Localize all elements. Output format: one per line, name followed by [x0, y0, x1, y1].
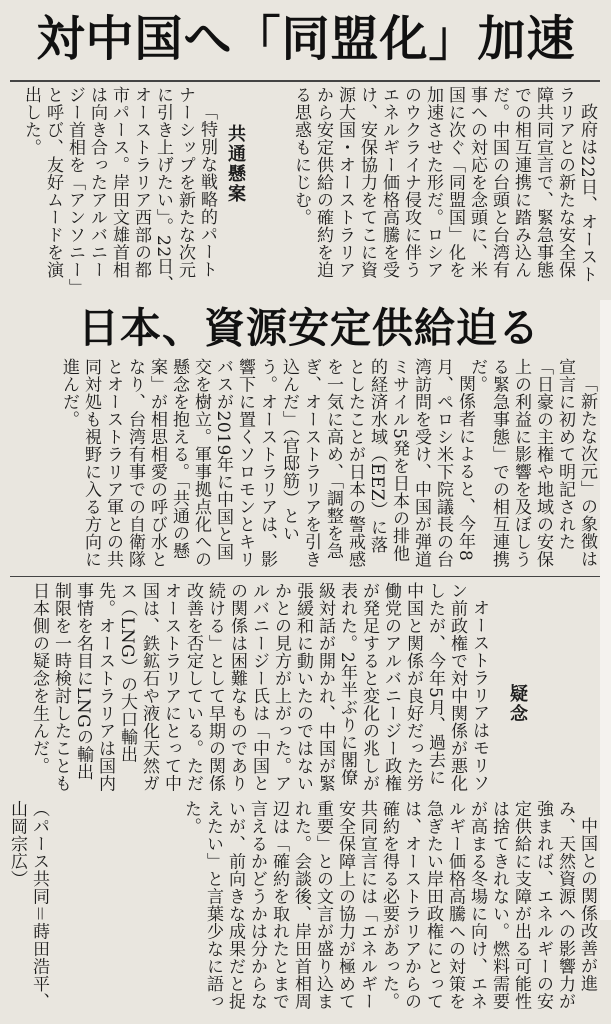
body-column-right-top — [467, 358, 598, 570]
body-column-bottom — [52, 800, 598, 1018]
body-column-right-bottom — [10, 358, 476, 570]
subhead-doubt: 疑念 — [507, 684, 528, 724]
lead-text: 政府は22日、オーストラリアとの新たな安全保障共同宣言で、緊急事態での相互連携に踏み込んだ。中国の台頭と台湾有事への対応を念頭に、米国に次ぐ「同盟国」化を加速させた形だ。ロシアのウクライナ侵攻に伴うエネルギー価格高騰を受け、安保協力をてこに資源大国・オーストラリアから安定供給の確約を迫る思惑もにじむ。 — [291, 86, 597, 284]
byline — [7, 800, 50, 1018]
section-rule — [10, 576, 600, 577]
subheadline: 日本、資源安定供給迫る — [78, 304, 540, 352]
subhead-common-concern: 共通懸案 — [225, 124, 246, 204]
body-column-middle — [10, 582, 490, 792]
body-text-3: オーストラリアはモリソン前政権で対中関係が悪化したが、今年5月、過去に中国と関係が良好だった労働党のアルバニージー政権が発足すると変化の兆しが表れた。2年半ぶりに閣僚級対話が開かれ、中国が緊張緩和に動いたのではないかとの見方が上がった。アルバニージー氏は「中国との関係は困難なものであり続ける」として早期の関係改善を否定している。ただオーストラリアにとって中国は、鉄鉱石や液化天然ガス（LNG）の大口輸出先。オーストラリアは国内事情を名目にLNGの輸出制限を一時検討したことも日本側の疑念を生んだ。 — [29, 582, 489, 792]
page-edge — [600, 300, 611, 920]
byline-text: （パース共同＝蒔田浩平、山岡宗広） — [7, 800, 49, 1010]
opening-paragraph — [10, 86, 218, 294]
body-text-1: 「新たな次元」の象徴は宣言に初めて明記された「日豪の主権や地域の安保上の利益に影響を及ぼしうる緊急事態」での相互連携だ。 — [467, 358, 597, 568]
headline: 対中国へ「同盟化」加速 — [36, 11, 576, 67]
body-text-2: 関係者によると、今年8月、ペロシ米下院議長の台湾訪問を受け、中国が弾道ミサイル5発を日本の排他的経済水域（EEZ）に落としたことが日本の警戒感を一気に高め、「調整を急ぎ、オーストラリアを引き込んだ」（官邸筋）という。オーストラリアは、影響下に置くソロモンとキリバスが2019年に中国と国交を樹立。軍事拠点化への懸念を抱える。「共通の懸案」が相思相愛の呼び水となり、台湾有事での自衛隊とオーストラリア軍との共同対処も視野に入る方向に進んだ。 — [59, 358, 475, 568]
headline-rule — [10, 80, 600, 82]
lead-paragraph — [258, 86, 598, 294]
body-text-4: 中国との関係改善が進み、天然資源への影響力が強まれば、エネルギーの安定供給に支障が出る可能性は捨てきれない。燃料需要が高まる冬場に向け、エネルギー価格高騰への対策を急ぎたい岸田政権にとっては、オーストラリアからの確約を得る必要があった。共同宣言には「エネルギー安全保障上の協力が極めて重要」との文言が盛り込まれた。会談後、岸田首相周辺は「確約を取れたとまで言えるかどうかは分からないが、前向きな成果だと捉えたい」と言葉少なに語った。 — [181, 800, 597, 1010]
opening-text: 「特別な戦略的パートナーシップを新たな次元に引き上げたい」。22日、オーストラリア西部の都市パース。岸田文雄首相は向き合ったアルバニージー首相を「アンソニー」と呼び、友好ムードを演出した。 — [21, 86, 217, 293]
